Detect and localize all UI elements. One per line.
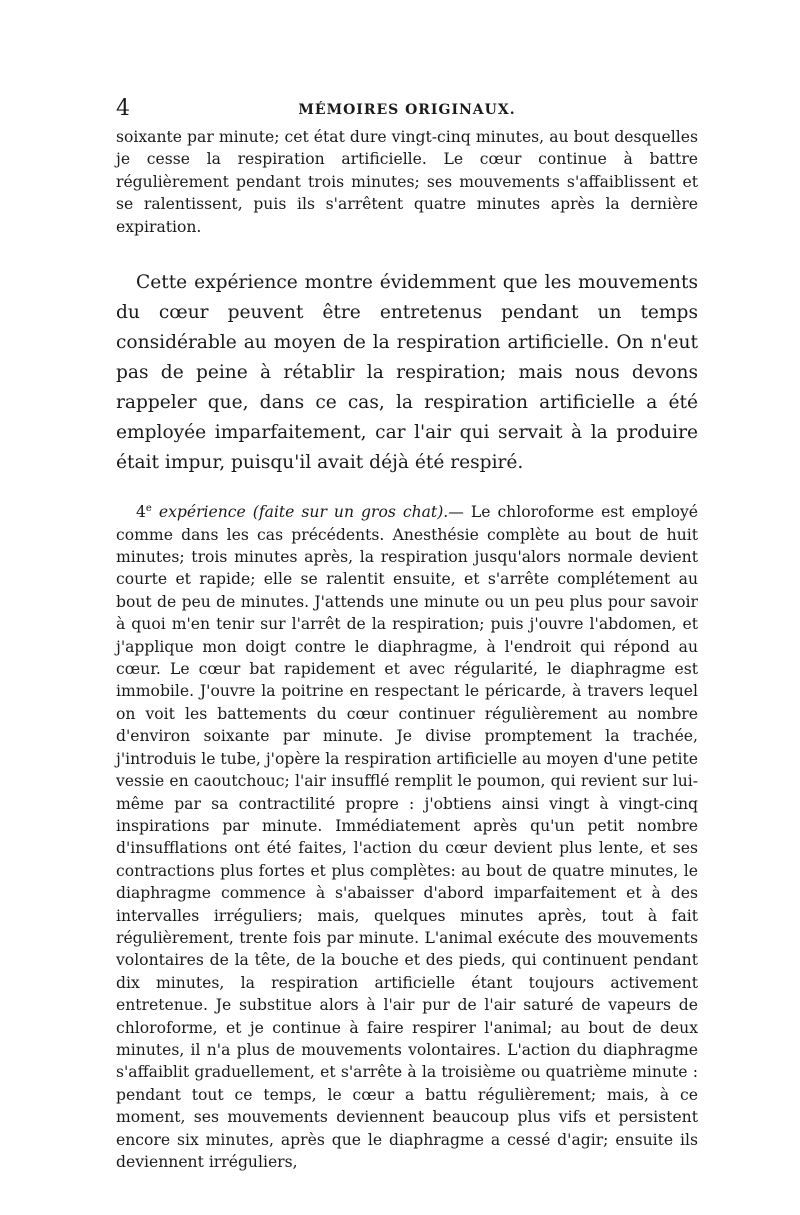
experiment-body: — Le chloroforme est employé comme dans les cas précédents. Anesthésie complète au bout de huit minutes; trois minutes après, la respiration jusqu'alors normale devient courte et rapide; elle se ralentit ensuite, et s'arrête complétement au bout de peu de minutes. J'attends une minute ou un peu plus pour savoir à quoi m'en tenir sur l'arrêt de la respiration; puis j'ouvre l'abdomen, et j'applique mon doigt contre le diaphragme, à l'endroit qui répond au cœur. Le cœur bat rapidement et avec régularité, le diaphragme est immobile. J'ouvre la poitrine en respectant le péricarde, à travers lequel on voit les battements du cœur continuer régulièrement au nombre d'environ soixante par minute. Je divise promptement la trachée, j'introduis le tube, j'opère la respiration artificielle au moyen d'une petite vessie en caoutchouc; l'air insufflé remplit le poumon, qui revient sur lui-même par sa contractilité propre : j'obtiens ainsi vingt à vingt-cinq inspirations par minute. Immédiatement après qu'un petit nombre d'insufflations ont été faites, l'action du cœur devient plus lente, et ses contractions plus fortes et plus complètes: au bout de quatre minutes, le diaphragme commence à s'abaisser d'abord imparfaitement et à des intervalles irréguliers; mais, quelques minutes après, tout à fait régulièrement, trente fois par minute. L'animal exécute des mouvements volontaires de la tête, de la bouche et des pieds, qui continuent pendant dix minutes, la respiration artificielle étant toujours activement entretenue. Je substitue alors à l'air pur de l'air saturé de vapeurs de chloroforme, et je continue à faire respirer l'animal; au bout de deux minutes, il n'a plus de mouvements volontaires. L'action du diaphragme s'affaiblit graduellement, et s'arrête à la troisième ou quatrième minute : pendant tout ce temps, le cœur a battu régulièrement; mais, à ce moment, ses mouvements deviennent beaucoup plus vifs et persistent encore six minutes, après que le diaphragme a cessé d'agir; ensuite ils deviennent irréguliers, — [116, 503, 699, 1171]
book-page — [116, 96, 698, 1173]
paragraph-experiment-4 — [116, 498, 698, 1173]
paragraph-commentary: Cette expérience montre évidemment que les mouvements du cœur peuvent être entretenus pendant un temps considérable au moyen de la respiration artificielle. On n'eut pas de peine à rétablir la respiration; mais nous devons rappeler que, dans ce cas, la respiration artificielle a été employée imparfaitement, car l'air qui servait à la produire était impur, puisqu'il avait déjà été respiré. — [116, 272, 698, 474]
paragraph-continuation: soixante par minute; cet état dure vingt-cinq minutes, au bout desquelles je cesse la respiration artificielle. Le cœur continue à battre régulièrement pendant trois minutes; ses mouvements s'affaiblissent et se ralentissent, puis ils s'arrêtent quatre minutes après la dernière expiration. — [116, 128, 698, 236]
page-header — [116, 96, 698, 126]
page-number: 4 — [116, 96, 130, 121]
experiment-title: expérience (faite sur un gros chat). — [158, 503, 449, 522]
experiment-number: 4e — [136, 503, 152, 522]
running-title: MÉMOIRES ORIGINAUX. — [298, 102, 516, 118]
